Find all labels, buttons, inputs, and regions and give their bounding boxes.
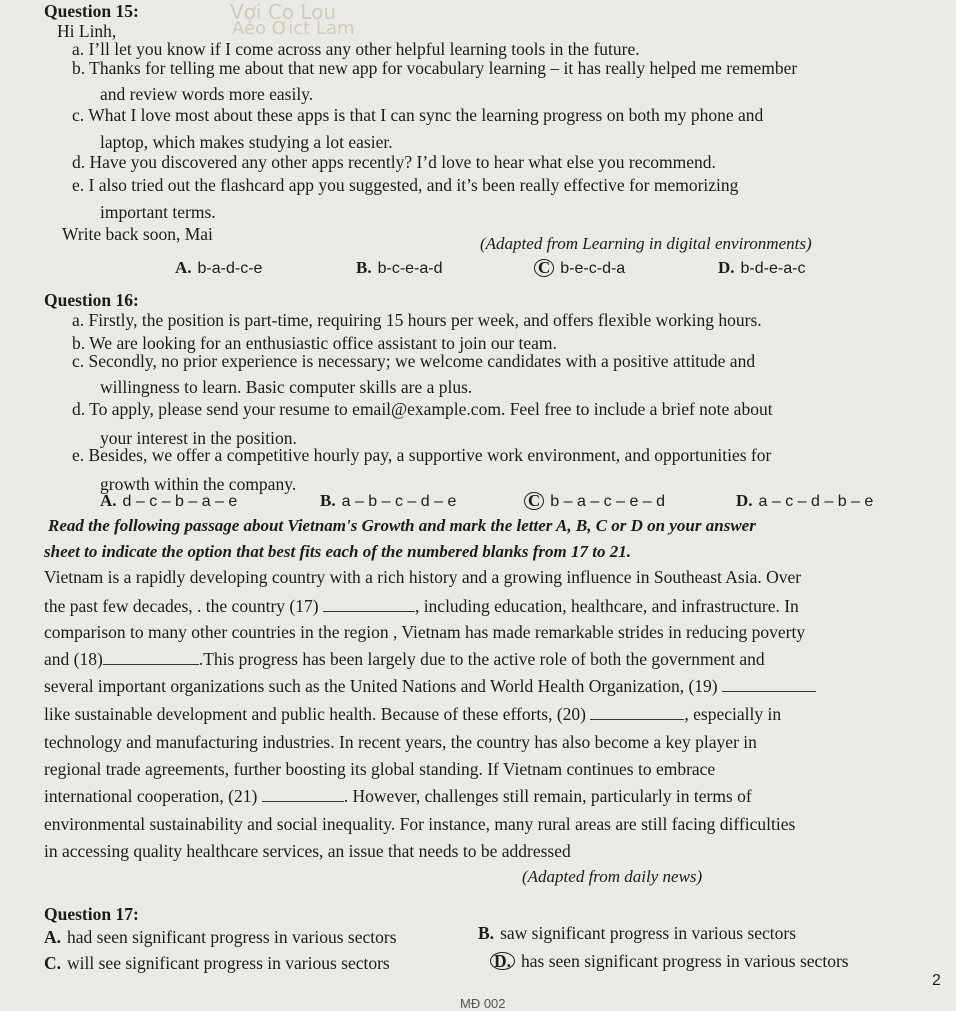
q16-sentence-d-cont: your interest in the position. [100, 428, 297, 448]
handwriting-scribble-second: Aeo Ơict Lam [232, 18, 355, 39]
passage-line-11: in accessing quality healthcare services, an issue that needs to be addressed [44, 841, 571, 861]
q15-sentence-a: a. I’ll let you know if I come across any other helpful learning tools in the future. [72, 39, 640, 59]
q16-option-b[interactable]: B. a – b – c – d – e [320, 491, 457, 510]
q16-option-c[interactable]: C b – a – c – e – d [524, 490, 665, 513]
q15-sentence-c-cont: laptop, which makes studying a lot easier. [100, 132, 393, 152]
passage-line-5: several important organizations such as the United Nations and World Health Organization, (19) [44, 675, 816, 697]
q16-options [0, 490, 956, 512]
passage-line-8: regional trade agreements, further boosting its global standing. If Vietnam continues to embrace [44, 759, 716, 779]
blank-19[interactable] [722, 677, 816, 692]
q16-sentence-e: e. Besides, we offer a competitive hourly pay, a supportive work environment, and opportunities for [72, 445, 772, 465]
passage-line-6: like sustainable development and public health. Because of these efforts, (20) , especially in [44, 704, 782, 724]
handwriting-scribble-top: Vợi Co Lou [230, 0, 337, 24]
q15-sentence-b: b. Thanks for telling me about that new app for vocabulary learning – it has really helped me remember [72, 58, 798, 78]
q16-sentence-c: c. Secondly, no prior experience is necessary; we welcome candidates with a positive attitude and [72, 351, 756, 371]
blank-18[interactable] [103, 650, 199, 665]
question-17-title: Question 17: [44, 904, 139, 924]
q16-sentence-a: a. Firstly, the position is part-time, requiring 15 hours per week, and offers flexible working hours. [72, 310, 762, 330]
q16-sentence-b: b. We are looking for an enthusiastic office assistant to join our team. [72, 333, 557, 353]
q16-option-d[interactable]: D. a – c – d – b – e [736, 491, 874, 510]
q15-option-b[interactable]: B. b-c-e-a-d [356, 258, 443, 277]
q17-option-c[interactable]: C. will see significant progress in various sectors [44, 953, 390, 973]
blank-20[interactable] [590, 705, 684, 720]
passage-line-1: Vietnam is a rapidly developing country with a rich history and a growing influence in Southeast Asia. Over [44, 567, 802, 587]
q16-sentence-d: d. To apply, please send your resume to email@example.com. Feel free to include a brief note about [72, 399, 773, 419]
q17-option-a[interactable]: A. had seen significant progress in various sectors [44, 927, 397, 947]
passage-line-10: environmental sustainability and social inequality. For instance, many rural areas are still facing difficulties [44, 814, 796, 834]
answer-circle-mark: C [534, 259, 554, 277]
blank-17[interactable] [323, 597, 415, 612]
q15-closing: Write back soon, Mai [62, 224, 213, 244]
answer-circle-mark: D. [490, 952, 515, 970]
answer-circle-mark: C [524, 492, 544, 510]
passage-source: (Adapted from daily news) [522, 867, 703, 886]
exam-code: MĐ 002 [460, 996, 506, 1011]
reading-instruction: Read the following passage about Vietnam's Growth and mark the letter A, B, C or D on your answer [48, 516, 756, 535]
q15-option-d[interactable]: D. b-d-e-a-c [718, 258, 806, 277]
q15-sentence-e: e. I also tried out the flashcard app you suggested, and it’s been really effective for memorizing [72, 175, 739, 195]
q15-option-c[interactable]: C b-e-c-d-a [534, 257, 625, 280]
passage-line-7: technology and manufacturing industries. In recent years, the country has also become a key player in [44, 732, 757, 752]
q15-options [0, 257, 956, 279]
q15-option-a[interactable]: A. b-a-d-c-e [175, 258, 263, 277]
q17-option-b[interactable]: B. saw significant progress in various sectors [478, 923, 797, 943]
passage-line-9: international cooperation, (21) . However, challenges still remain, particularly in terms of [44, 786, 752, 806]
q15-sentence-c: c. What I love most about these apps is that I can sync the learning progress on both my phone and [72, 105, 764, 125]
q15-sentence-b-cont: and review words more easily. [100, 84, 314, 104]
passage-line-4: and (18) .This progress has been largely due to the active role of both the government and [44, 649, 765, 669]
q16-option-a[interactable]: A. d – c – b – a – e [100, 491, 238, 510]
q15-source: (Adapted from Learning in digital environments) [480, 234, 812, 253]
page-number: 2 [932, 972, 941, 989]
q15-greeting: Hi Linh, [57, 21, 117, 41]
q16-sentence-c-cont: willingness to learn. Basic computer skills are a plus. [100, 377, 473, 397]
q15-sentence-d: d. Have you discovered any other apps recently? I’d love to hear what else you recommend. [72, 152, 716, 172]
q15-sentence-e-cont: important terms. [100, 202, 216, 222]
passage-line-2: the past few decades, . the country (17) , including education, healthcare, and infrastructure. In [44, 596, 799, 616]
blank-21[interactable] [262, 787, 344, 802]
question-16-title: Question 16: [44, 290, 139, 310]
question-15-title: Question 15: [44, 1, 139, 21]
q17-option-d[interactable]: D. has seen significant progress in various sectors [490, 950, 849, 972]
q16-sentence-e-cont: growth within the company. [100, 474, 297, 494]
reading-instruction-cont: sheet to indicate the option that best fits each of the numbered blanks from 17 to 21. [44, 542, 631, 561]
passage-line-3: comparison to many other countries in the region , Vietnam has made remarkable strides in reducing poverty [44, 622, 806, 642]
